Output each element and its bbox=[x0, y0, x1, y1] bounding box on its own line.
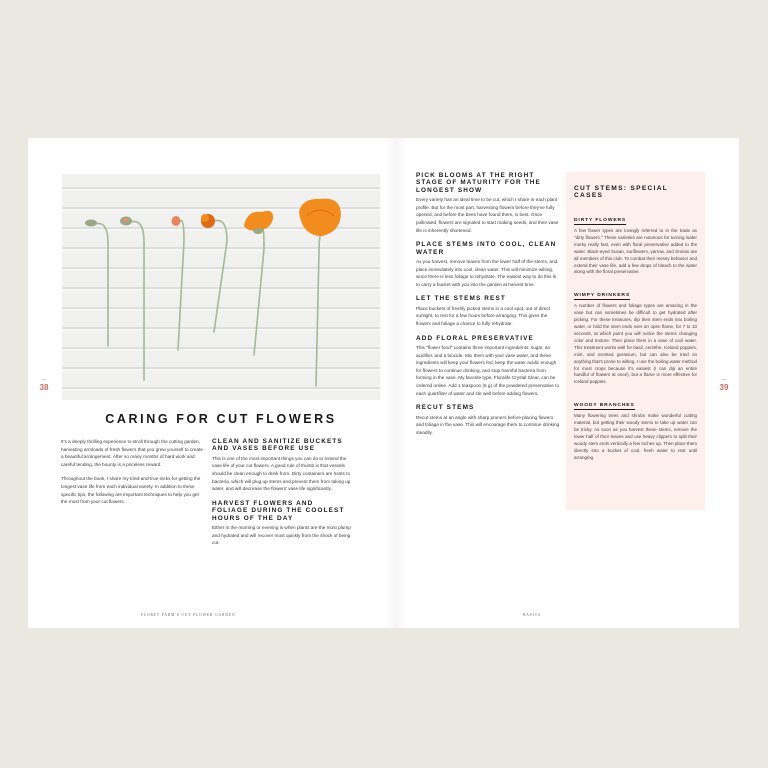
poppy-petal bbox=[201, 214, 209, 222]
tip-text: Recut stems at an angle with sharp pruners before placing flowers and foliage in the vase. This will encourage them to continue drinking steadily. bbox=[416, 414, 560, 435]
intro-paragraph: Throughout the book, I share my tried-and-true tricks for getting the longest vase life from each individual variety. In addition to these specific tips, the following are important techniques to help you get the most from your cut flowers. bbox=[61, 476, 201, 505]
running-head-right: BASICS bbox=[523, 613, 541, 617]
page-number-left-text: 38 bbox=[39, 383, 49, 392]
special-cases-sidebar bbox=[566, 172, 705, 510]
tip-heading: CLEAN AND SANITIZE BUCKETS AND VASES BEFORE USE bbox=[212, 438, 343, 453]
poppy-stages-photo bbox=[62, 174, 380, 400]
tip-text: Every variety has an ideal time to be cut, which I share in each plant profile. But for the most part, harvesting flowers before they've fully opened, and before the bees have found them, is best. Once pollinated, flowers are signaled to start making seeds, and their vase life is inherently shortened. bbox=[416, 197, 559, 233]
sidebar-item-heading: WIMPY DRINKERS bbox=[574, 293, 630, 299]
tip-heading: RECUT STEMS bbox=[416, 404, 475, 412]
tip-heading: PICK BLOOMS AT THE RIGHT STAGE OF MATURITY FOR THE LONGEST SHOW bbox=[416, 172, 541, 194]
tip-section bbox=[212, 500, 352, 547]
poppy-illustration bbox=[62, 174, 380, 400]
poppy-bud-opening bbox=[172, 216, 181, 226]
poppy-calyx bbox=[253, 228, 263, 234]
left-tips-column bbox=[212, 438, 352, 554]
page-number-right-text: 39 bbox=[719, 383, 729, 392]
sidebar-item-text: A number of flowers and foliage types are amazing in the vase but can sometimes be difficult to get hydrated after picking. For these treasures, dip their stem ends into boiling water, or hold the stem ends over an open flame, for 7 to 10 seconds, at which point you will notice the stems changing color and texture. Then place them in a vase of cool water. This treatment works well for basil, cerinthe, Iceland poppies, mint, and scented geranium, but can also be tried on anything that's prone to wilting. I use the boiling water method for most crops because it's easiest (I can dip an entire handful of flowers at once), but a flame is more effective for Iceland poppies. bbox=[574, 303, 697, 385]
folio-dash: — bbox=[721, 377, 727, 383]
tip-text: As you harvest, remove leaves from the lower half of the stems, and place immediately into cool, clean water. This will minimize wilting, since there is less foliage to rehydrate. The easiest way to do this is to carry a bucket with you into the garden at harvest time. bbox=[416, 259, 558, 287]
tip-heading: HARVEST FLOWERS AND FOLIAGE DURING THE COOLEST HOURS OF THE DAY bbox=[212, 499, 345, 522]
intro-paragraph: It's a deeply thrilling experience to stroll through the cutting garden, harvesting armloads of fresh flowers that you grew yourself to create a beautiful arrangement. After so many months of hard work and careful tending, the bounty is a priceless reward. bbox=[61, 439, 203, 467]
sidebar-item-heading: DIRTY FLOWERS bbox=[574, 218, 627, 223]
tip-section bbox=[416, 404, 561, 436]
folio-dash: — bbox=[41, 377, 47, 383]
page-number-left bbox=[34, 378, 54, 392]
sidebar-title: CUT STEMS: SPECIAL CASES bbox=[574, 185, 668, 199]
tip-text: Place buckets of freshly picked stems in a cool spot, out of direct sunlight, to rest for a few hours before arranging. This gives the flowers and foliage a chance to fully rehydrate. bbox=[416, 305, 551, 326]
sidebar-item-heading: WOODY BRANCHES bbox=[574, 403, 635, 409]
tip-text: This is one of the most important things you can do to extend the vase life of your cut flowers. A good rule of thumb is that vessels should be clean enough to drink from. Dirty containers are hosts to bacteria, which will plug up stems and prevent them from taking up water, and will decrease the flowers' vase life significantly. bbox=[212, 455, 351, 492]
tip-heading: LET THE STEMS REST bbox=[416, 295, 506, 303]
tip-text: Either in the morning or evening is when plants are the most plump and hydrated and will recover most quickly from the shock of being cut. bbox=[212, 525, 351, 546]
tip-section bbox=[212, 438, 352, 493]
chapter-title: CARING FOR CUT FLOWERS bbox=[105, 412, 337, 426]
intro-column bbox=[61, 438, 204, 506]
tip-heading: PLACE STEMS INTO COOL, CLEAN WATER bbox=[416, 241, 557, 256]
page-number-right bbox=[714, 378, 734, 392]
poppy-bud bbox=[85, 220, 97, 227]
right-tips-column bbox=[416, 172, 561, 443]
tip-heading: ADD FLORAL PRESERVATIVE bbox=[416, 334, 534, 342]
tip-section bbox=[416, 295, 561, 327]
tip-section bbox=[416, 172, 561, 234]
sidebar-item-text: A few flower types are lovingly referred to in the trade as "dirty flowers." These varieties are notorious for turning water murky really fast, even with floral preservative added to the water. Black-eyed Susan, sunflowers, yarrow, and zinnias are all members of this club. To combat their messy behavior and extend their vase life, add a few drops of bleach to the water along with the floral preservative. bbox=[574, 228, 697, 275]
sidebar-item bbox=[574, 208, 697, 276]
tip-text: This "flower food" contains three important ingredients: sugar, an acidifier, and a biocide. Mix them with your vase water, and these ingredients will keep your flowers fed, keep the water acidic enough for flowers to continue drinking, and stop harmful bacteria from forming in the vase. My favorite type, Floralife Crystal Clear, can be ordered online. Add 1 teaspoon (5 g) of the powdered preservative to each quart/liter of water and stir well before adding flowers. bbox=[416, 344, 560, 396]
tip-section bbox=[416, 335, 561, 398]
running-head-left: FLORET FARM'S CUT FLOWER GARDEN bbox=[141, 613, 236, 617]
tip-section bbox=[416, 241, 561, 288]
sidebar-item bbox=[574, 283, 697, 386]
book-spread bbox=[28, 138, 739, 628]
sidebar-item bbox=[574, 393, 697, 461]
book-gutter bbox=[384, 138, 408, 628]
poppy-bud-tint bbox=[123, 218, 129, 222]
sidebar-item-text: Many flowering trees and shrubs make wonderful cutting material, but getting their woody stems to take up water can be tricky. As soon as you harvest these stems, remove the lower half of their leaves and use heavy clippers to split their woody stem ends vertically a few inches up. Then place them directly into a bucket of cool, fresh water to rest until arranging. bbox=[574, 413, 697, 460]
